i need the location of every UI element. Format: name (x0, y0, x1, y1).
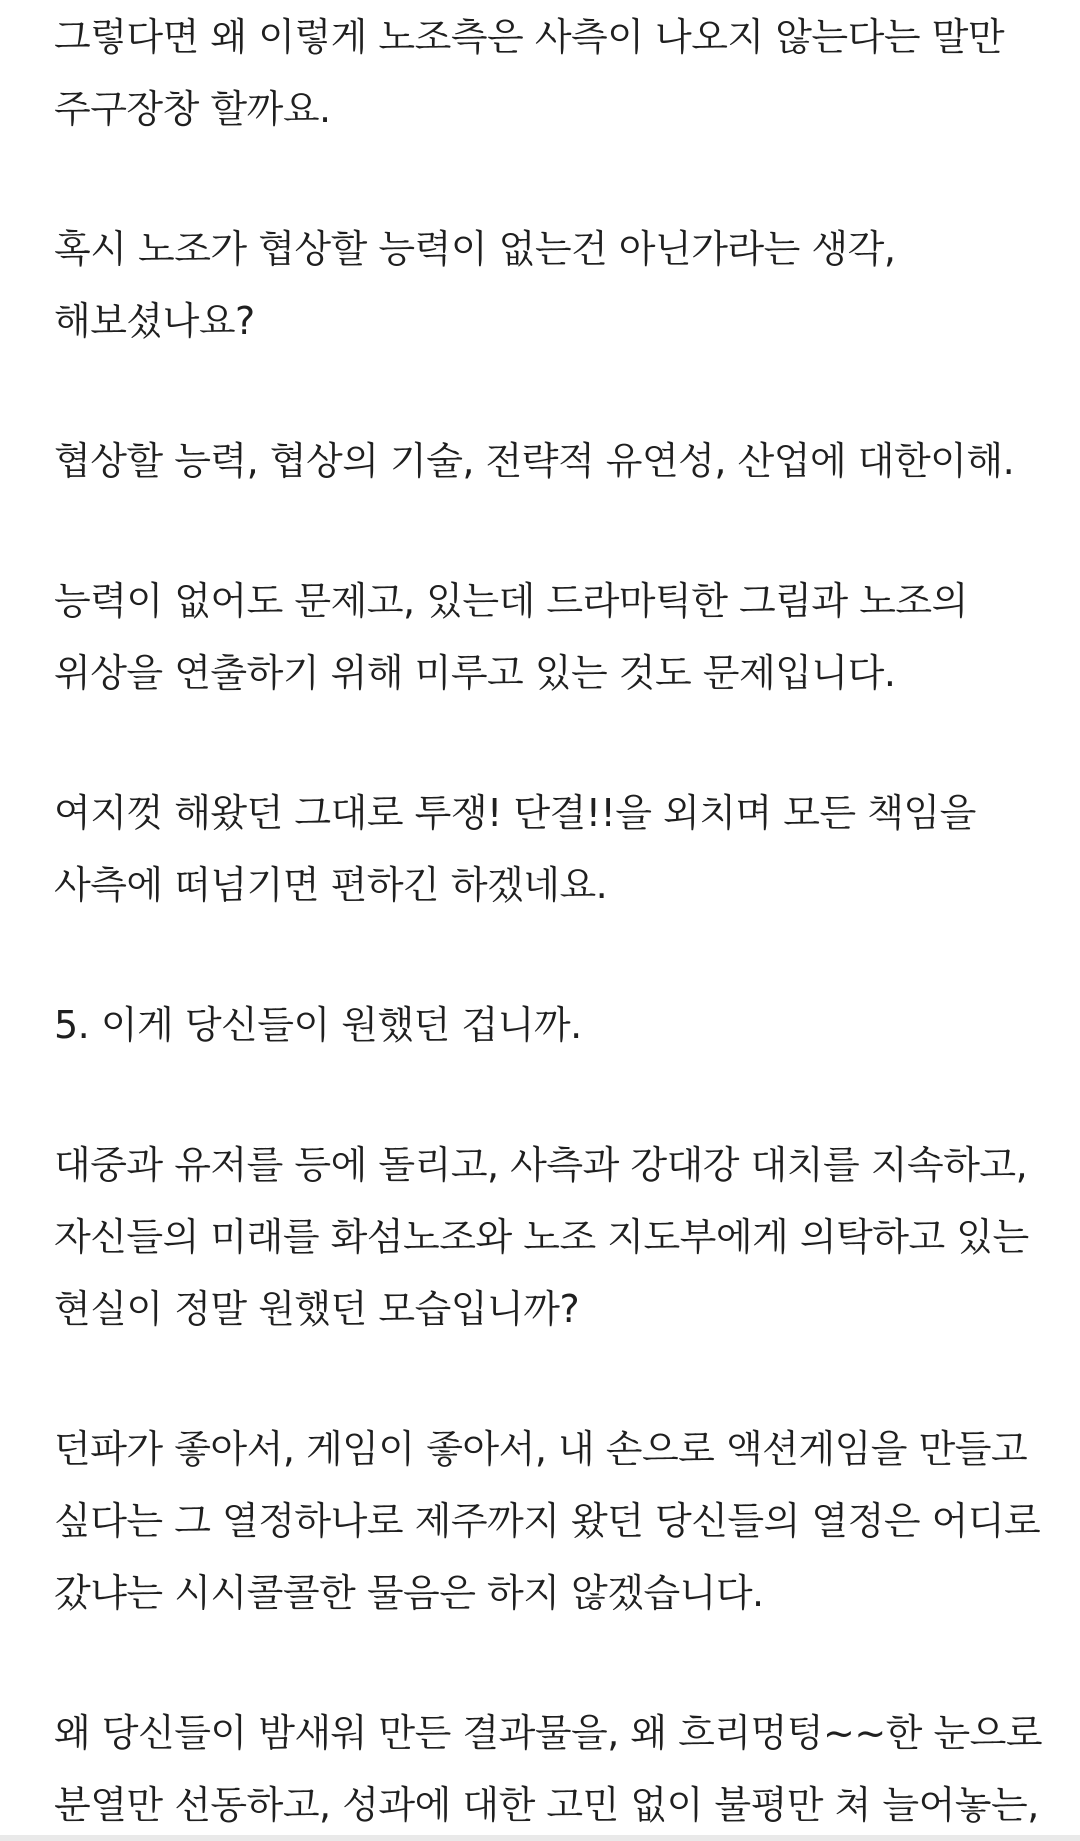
bottom-divider (0, 1835, 1080, 1841)
text-line: 여지껏 해왔던 그대로 투쟁! 단결!!을 외치며 모든 책임을 (54, 791, 976, 835)
text-line: 분열만 선동하고, 성과에 대한 고민 없이 불평만 쳐 늘어놓는, (54, 1783, 1039, 1827)
text-line: 던파가 좋아서, 게임이 좋아서, 내 손으로 액션게임을 만들고 (54, 1427, 1028, 1471)
text-line: 왜 당신들이 밤새워 만든 결과물을, 왜 흐리멍텅~~한 눈으로 (54, 1711, 1043, 1755)
text-line: 갔냐는 시시콜콜한 물음은 하지 않겠습니다. (54, 1571, 764, 1615)
text-line: 대중과 유저를 등에 돌리고, 사측과 강대강 대치를 지속하고, (54, 1143, 1028, 1187)
section-heading: 5. 이게 당신들이 원했던 겁니까. (54, 1003, 582, 1047)
text-line: 사측에 떠넘기면 편하긴 하겠네요. (54, 863, 608, 907)
text-line: 자신들의 미래를 화섬노조와 노조 지도부에게 의탁하고 있는 (54, 1215, 1029, 1259)
text-line: 위상을 연출하기 위해 미루고 있는 것도 문제입니다. (54, 651, 896, 695)
text-line: 능력이 없어도 문제고, 있는데 드라마틱한 그림과 노조의 (54, 579, 968, 623)
text-line: 해보셨나요? (54, 299, 255, 343)
text-line: 협상할 능력, 협상의 기술, 전략적 유연성, 산업에 대한이해. (54, 439, 1015, 483)
text-line: 그렇다면 왜 이렇게 노조측은 사측이 나오지 않는다는 말만 (54, 15, 1005, 59)
text-line: 혹시 노조가 협상할 능력이 없는건 아닌가라는 생각, (54, 227, 896, 271)
text-line: 주구장창 할까요. (54, 87, 331, 131)
text-line: 현실이 정말 원했던 모습입니까? (54, 1287, 580, 1331)
text-line: 싶다는 그 열정하나로 제주까지 왔던 당신들의 열정은 어디로 (54, 1499, 1041, 1543)
